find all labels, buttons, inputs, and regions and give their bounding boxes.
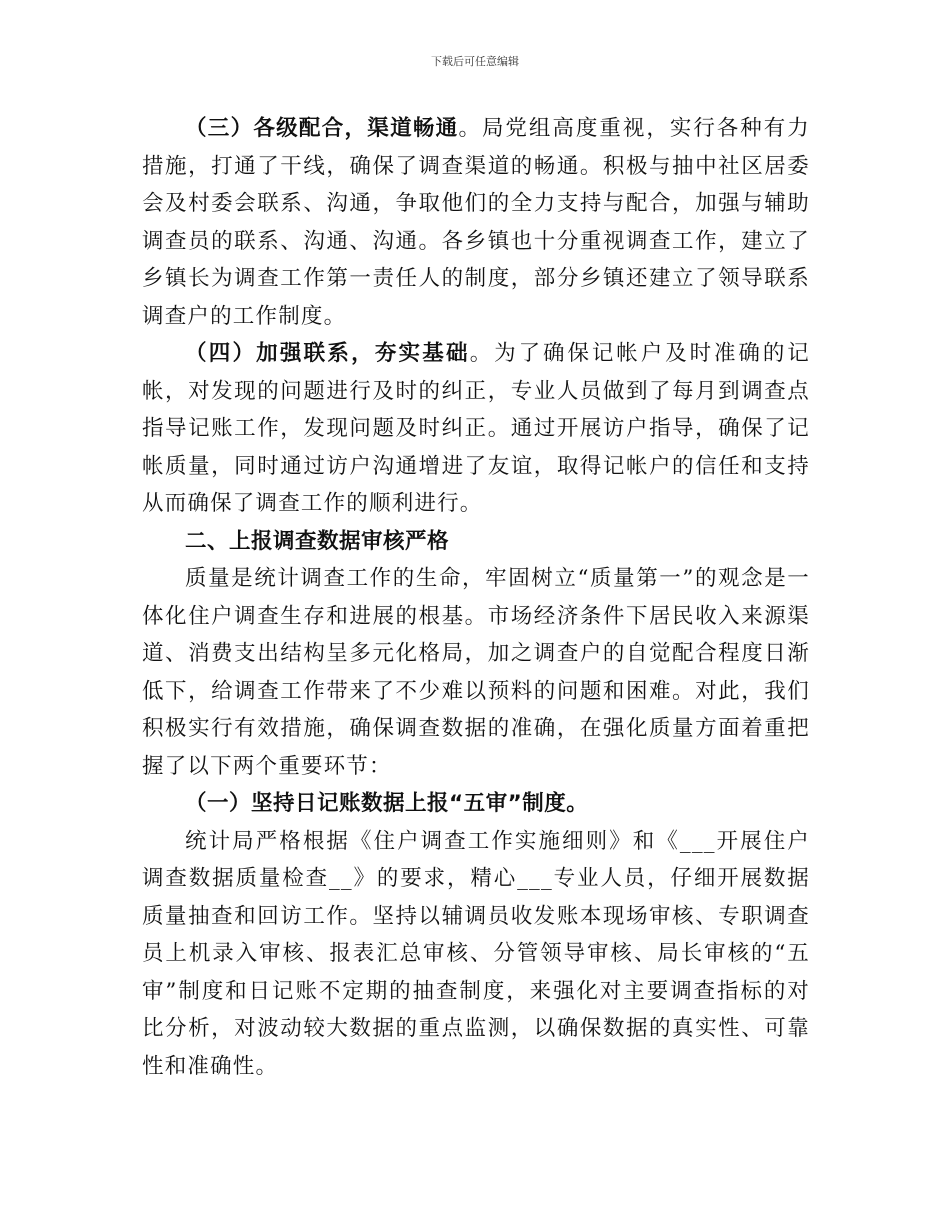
paragraph-lead: （三）各级配合，渠道畅通	[185, 116, 459, 141]
paragraph-text: 。局党组高度重视，实行各种有力措施，打通了干线，确保了调查渠道的畅通。积极与抽中社区居委会及村委会联系、沟通，争取他们的全力支持与配合，加强与辅助调查员的联系、沟通、沟通。各乡镇也十分重视调查工作，建立了乡镇长为调查工作第一责任人的制度，部分乡镇还建立了领导联系调查户的工作制度。	[142, 116, 810, 329]
paragraph-coordination	[142, 110, 810, 335]
paragraph-text: 。为了确保记帐户及时准确的记帐，对发现的问题进行及时的纠正，专业人员做到了每月到调查点指导记账工作，发现问题及时纠正。通过开展访户指导，确保了记帐质量，同时通过访户沟通增进了友谊，取得记帐户的信任和支持从而确保了调查工作的顺利进行。	[142, 341, 810, 516]
section-heading: 二、上报调查数据审核严格	[185, 528, 450, 554]
document-body	[142, 110, 810, 1085]
paragraph-lead: （四）加强联系，夯实基础	[185, 341, 470, 366]
subsection-heading: （一）坚持日记账数据上报“五审”制度。	[185, 791, 589, 816]
paragraph-five-reviews: 统计局严格根据《住户调查工作实施细则》和《___开展住户调查数据质量检查__》的要求，精心___专业人员，仔细开展数据质量抽查和回访工作。坚持以辅调员收发账本现场审核、专职调查员上机录入审核、报表汇总审核、分管领导审核、局长审核的“五审”制度和日记账不定期的抽查制度，来强化对主要调查指标的对比分析，对波动较大数据的重点监测，以确保数据的真实性、可靠性和准确性。	[142, 828, 810, 1079]
paragraph-quality: 质量是统计调查工作的生命，牢固树立“质量第一”的观念是一体化住户调查生存和进展的根基。市场经济条件下居民收入来源渠道、消费支出结构呈多元化格局，加之调查户的自觉配合程度日渐低下，给调查工作带来了不少难以预料的问题和困难。对此，我们积极实行有效措施，确保调查数据的准确，在强化质量方面着重把握了以下两个重要环节：	[142, 566, 810, 779]
paragraph-strengthen-contact	[142, 335, 810, 523]
page-header: 下载后可任意编辑	[431, 55, 519, 68]
